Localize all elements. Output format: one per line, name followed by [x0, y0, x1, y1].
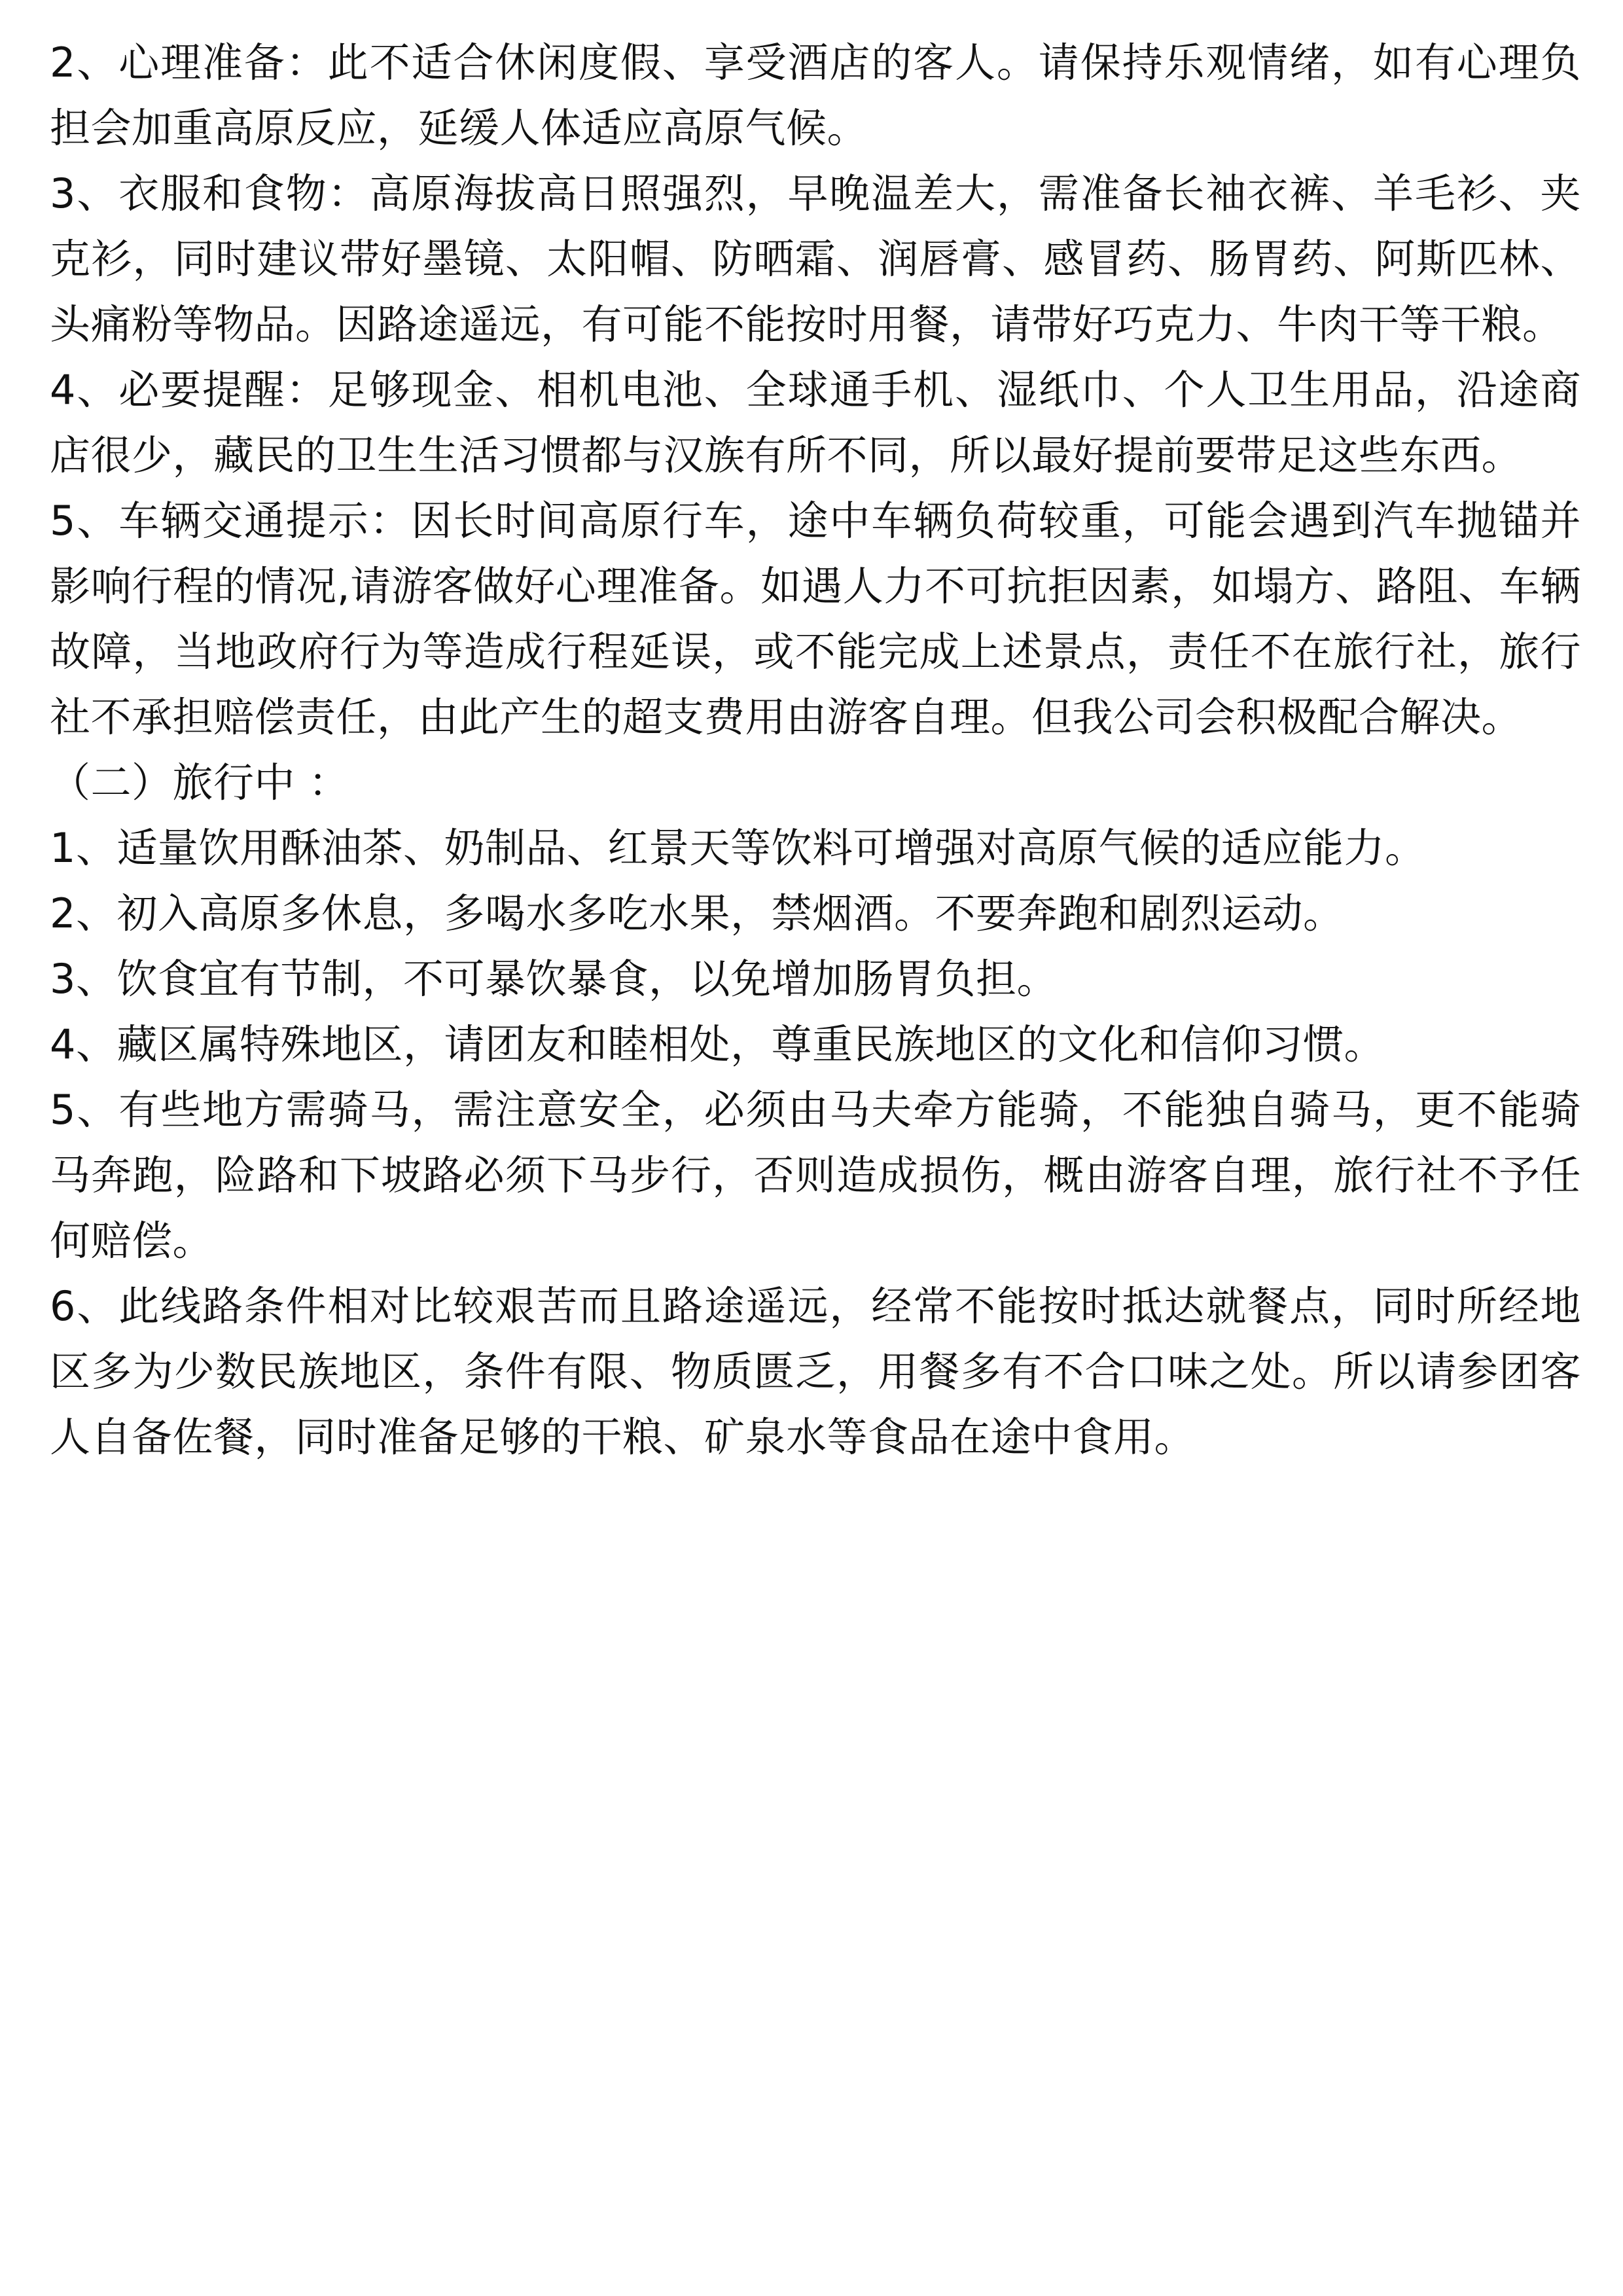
during-trip-item-1: 1、适量饮用酥油茶、奶制品、红景天等饮料可增强对高原气候的适应能力。 [50, 824, 1426, 872]
during-trip-item-4: 4、藏区属特殊地区，请团友和睦相处，尊重民族地区的文化和信仰习惯。 [50, 1020, 1385, 1068]
before-trip-item-4: 4、必要提醒：足够现金、相机电池、全球通手机、湿纸巾、个人卫生用品，沿途商店很少，藏民的卫生生活习惯都与汉族有所不同，所以最好提前要带足这些东西。 [50, 366, 1581, 479]
during-trip-heading: （二）旅行中 ： [50, 759, 349, 806]
before-trip-item-5: 5、车辆交通提示：因长时间高原行车，途中车辆负荷较重，可能会遇到汽车抛锚并影响行程的情况,请游客做好心理准备。如遇人力不可抗拒因素，如塌方、路阻、车辆故障，当地政府行为等造成行程延误，或不能完成上述景点，责任不在旅行社，旅行社不承担赔偿责任，由此产生的超支费用由游客自理。但我公司会积极配合解决。 [50, 497, 1581, 741]
during-trip-item-2: 2、初入高原多休息，多喝水多吃水果，禁烟酒。不要奔跑和剧烈运动。 [50, 889, 1344, 937]
during-trip-item-3: 3、饮食宜有节制，不可暴饮暴食，以免增加肠胃负担。 [50, 955, 1058, 1003]
document-page [50, 30, 1581, 1470]
during-trip-item-6: 6、此线路条件相对比较艰苦而且路途遥远，经常不能按时抵达就餐点，同时所经地区多为少数民族地区，条件有限、物质匮乏，用餐多有不合口味之处。所以请参团客人自备佐餐，同时准备足够的干粮、矿泉水等食品在途中食用。 [50, 1282, 1581, 1461]
before-trip-item-3: 3、衣服和食物：高原海拔高日照强烈，早晚温差大，需准备长袖衣裤、羊毛衫、夹克衫，同时建议带好墨镜、太阳帽、防晒霜、润唇膏、感冒药、肠胃药、阿斯匹林、头痛粉等物品。因路途遥远，有可能不能按时用餐，请带好巧克力、牛肉干等干粮。 [50, 170, 1581, 348]
before-trip-item-2: 2、心理准备：此不适合休闲度假、享受酒店的客人。请保持乐观情绪，如有心理负担会加重高原反应，延缓人体适应高原气候。 [50, 39, 1581, 152]
during-trip-item-5: 5、有些地方需骑马，需注意安全，必须由马夫牵方能骑，不能独自骑马，更不能骑马奔跑，险路和下坡路必须下马步行，否则造成损伤，概由游客自理，旅行社不予任何赔偿。 [50, 1086, 1581, 1265]
